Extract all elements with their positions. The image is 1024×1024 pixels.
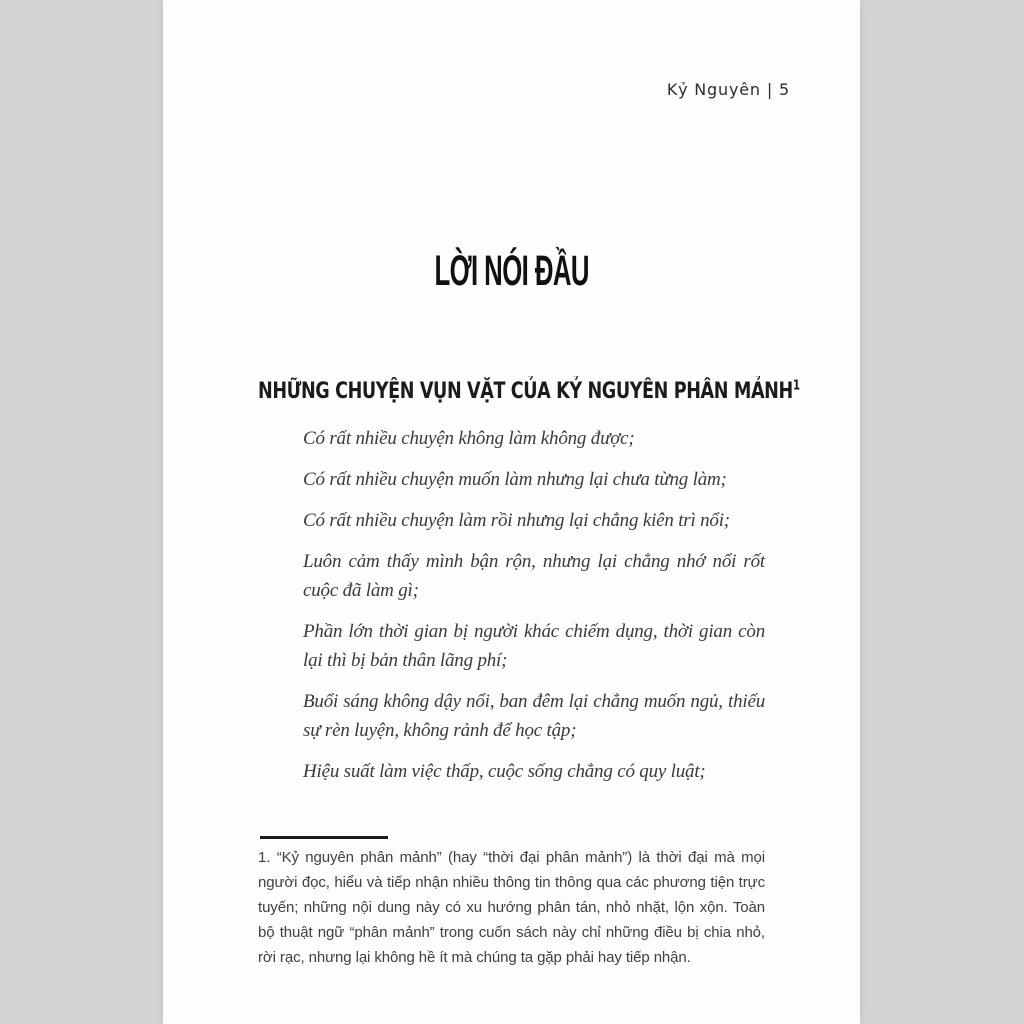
section-heading-text (258, 379, 800, 405)
quote-line: Hiệu suất làm việc thấp, cuộc sống chẳng có quy luật; (303, 761, 706, 782)
chapter-title (163, 247, 860, 295)
right-gutter (860, 0, 1024, 1024)
chapter-title-text: LỜI NÓI ĐẦU (434, 247, 589, 295)
quote-block (303, 424, 765, 798)
book-page (163, 0, 860, 1024)
quote-line: Có rất nhiều chuyện không làm không được; (303, 428, 635, 449)
running-head-separator: | (766, 80, 774, 99)
quote-line: Có rất nhiều chuyện làm rồi nhưng lại chẳng kiên trì nổi; (303, 510, 730, 531)
footnote-text: 1. “Kỷ nguyên phân mảnh” (hay “thời đại phân mảnh”) là thời đại mà mọi người đọc, hiểu và tiếp nhận nhiều thông tin thông qua các phương tiện trực tuyến; những nội dung này có xu hướng phân tán, nhỏ nhặt, lộn xộn. Toàn bộ thuật ngữ “phân mảnh” trong cuốn sách này chỉ những điều bị chia nhỏ, rời rạc, nhưng lại không hề ít mà chúng ta gặp phải hay tiếp nhận. (258, 849, 765, 966)
running-head-page-number: 5 (779, 80, 790, 99)
section-heading-label: NHỮNG CHUYỆN VỤN VẶT CỦA KỶ NGUYÊN PHÂN MẢNH (258, 379, 793, 404)
footnote-reference: 1 (792, 378, 800, 394)
section-heading (258, 378, 800, 405)
left-gutter (0, 0, 163, 1024)
quote-line: Có rất nhiều chuyện muốn làm nhưng lại chưa từng làm; (303, 469, 727, 490)
quote-line: Phần lớn thời gian bị người khác chiếm dụng, thời gian còn lại thì bị bản thân lãng phí; (303, 621, 765, 671)
quote-line: Luôn cảm thấy mình bận rộn, nhưng lại chẳng nhớ nổi rốt cuộc đã làm gì; (303, 551, 765, 601)
running-head-book-title: Kỷ Nguyên (666, 80, 761, 99)
running-head (667, 80, 790, 99)
footnote-divider (260, 836, 388, 839)
quote-line: Buổi sáng không dậy nổi, ban đêm lại chẳng muốn ngủ, thiếu sự rèn luyện, không rảnh để học tập; (303, 691, 765, 741)
